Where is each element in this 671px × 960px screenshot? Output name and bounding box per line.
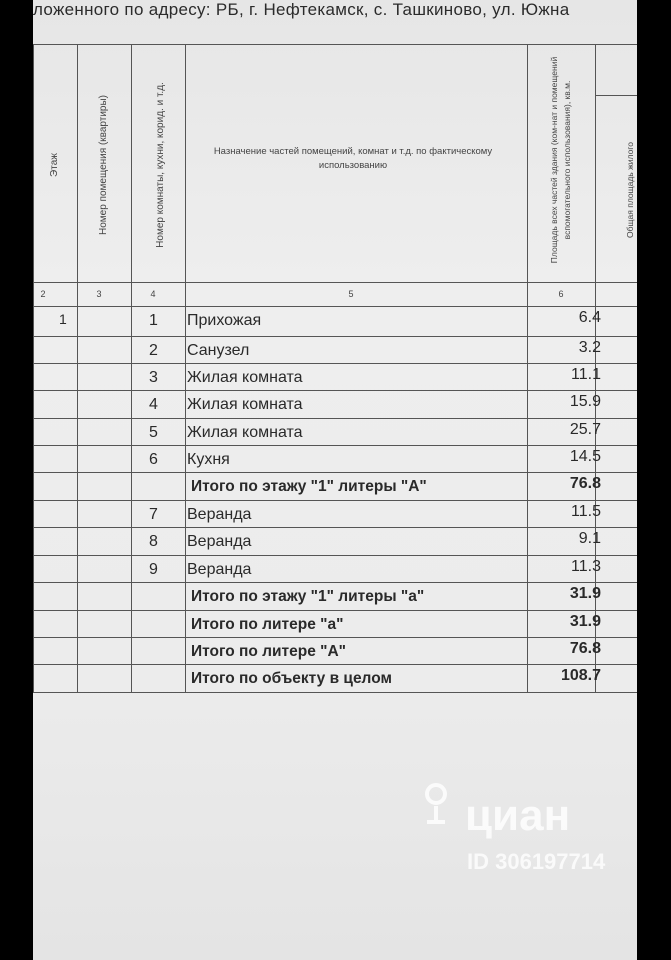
watermark-brand: циан bbox=[465, 791, 571, 840]
row-room-number: 1 bbox=[149, 312, 158, 329]
row-divider bbox=[33, 390, 637, 391]
column-number: 2 bbox=[40, 289, 46, 299]
row-divider bbox=[33, 582, 637, 583]
column-header-room: Номер комнаты, кухни, корид. и т.д. bbox=[155, 82, 166, 248]
column-header-area: Площадь всех частей здания (ком-нат и помещений вспомогательного использования), кв.м. bbox=[549, 56, 572, 264]
row-room-name: Кухня bbox=[187, 451, 230, 468]
row-area: 76.8 bbox=[569, 640, 601, 657]
column-number: 4 bbox=[150, 289, 156, 299]
column-divider bbox=[77, 44, 78, 692]
header-divider bbox=[595, 95, 637, 96]
row-area: 14.5 bbox=[569, 448, 601, 465]
column-header-purpose: Назначение частей помещений, комнат и т.д. по фактическому использованию bbox=[213, 146, 493, 171]
document-page bbox=[33, 0, 637, 960]
column-header-apartment: Номер помещения (квартиры) bbox=[98, 94, 109, 236]
row-total-label: Итого по этажу "1" литеры "А" bbox=[191, 478, 427, 495]
column-number: 3 bbox=[96, 289, 102, 299]
row-divider bbox=[33, 445, 637, 446]
column-divider bbox=[131, 44, 132, 692]
column-divider bbox=[527, 44, 528, 692]
row-divider bbox=[33, 306, 637, 307]
row-area: 3.2 bbox=[578, 339, 601, 356]
row-divider bbox=[33, 500, 637, 501]
row-divider bbox=[33, 527, 637, 528]
row-area: 11.5 bbox=[571, 503, 601, 520]
row-area: 11.3 bbox=[571, 558, 601, 575]
row-room-number: 6 bbox=[149, 451, 158, 468]
row-divider bbox=[33, 363, 637, 364]
row-divider bbox=[33, 418, 637, 419]
row-area: 108.7 bbox=[560, 667, 601, 684]
row-room-number: 4 bbox=[149, 396, 158, 413]
location-pin-icon bbox=[421, 782, 451, 828]
address-header: ложенного по адресу: РБ, г. Нефтекамск, с. Ташкиново, ул. Южна bbox=[33, 0, 570, 19]
row-area: 9.1 bbox=[578, 530, 601, 547]
row-floor: 1 bbox=[59, 311, 67, 327]
row-divider bbox=[33, 336, 637, 337]
row-area: 15.9 bbox=[569, 393, 601, 410]
column-number: 5 bbox=[348, 289, 354, 299]
row-room-number: 7 bbox=[149, 506, 158, 523]
row-room-name: Веранда bbox=[187, 533, 252, 550]
row-divider bbox=[33, 610, 637, 611]
row-room-number: 3 bbox=[149, 369, 158, 386]
header-bottom-border bbox=[33, 282, 637, 283]
row-room-name: Санузел bbox=[187, 342, 250, 359]
column-header-floor: Этаж bbox=[49, 153, 60, 177]
row-room-number: 9 bbox=[149, 561, 158, 578]
row-divider bbox=[33, 637, 637, 638]
row-room-name: Веранда bbox=[187, 561, 252, 578]
row-total-label: Итого по объекту в целом bbox=[191, 670, 392, 687]
row-room-name: Жилая комната bbox=[187, 396, 303, 413]
column-header-living-area: Общая площадь жилого bbox=[625, 142, 635, 238]
row-total-label: Итого по литере "А" bbox=[191, 643, 347, 660]
row-area: 31.9 bbox=[569, 613, 601, 630]
row-area: 76.8 bbox=[569, 475, 601, 492]
row-divider bbox=[33, 664, 637, 665]
row-room-number: 5 bbox=[149, 424, 158, 441]
row-area: 31.9 bbox=[569, 585, 601, 602]
column-divider bbox=[33, 44, 34, 692]
column-divider bbox=[185, 44, 186, 692]
row-room-name: Веранда bbox=[187, 506, 252, 523]
row-room-name: Жилая комната bbox=[187, 369, 303, 386]
row-divider bbox=[33, 472, 637, 473]
row-total-label: Итого по этажу "1" литеры "а" bbox=[191, 588, 425, 605]
row-divider bbox=[33, 692, 637, 693]
row-area: 11.1 bbox=[571, 366, 601, 383]
row-area: 6.4 bbox=[578, 309, 601, 326]
row-room-name: Жилая комната bbox=[187, 424, 303, 441]
row-room-name: Прихожая bbox=[187, 312, 262, 329]
watermark-id: ID 306197714 bbox=[467, 849, 606, 874]
row-divider bbox=[33, 555, 637, 556]
table-top-border bbox=[33, 44, 637, 45]
row-room-number: 2 bbox=[149, 342, 158, 359]
row-total-label: Итого по литере "а" bbox=[191, 616, 344, 633]
row-area: 25.7 bbox=[569, 421, 601, 438]
column-number: 6 bbox=[558, 289, 564, 299]
row-room-number: 8 bbox=[149, 533, 158, 550]
